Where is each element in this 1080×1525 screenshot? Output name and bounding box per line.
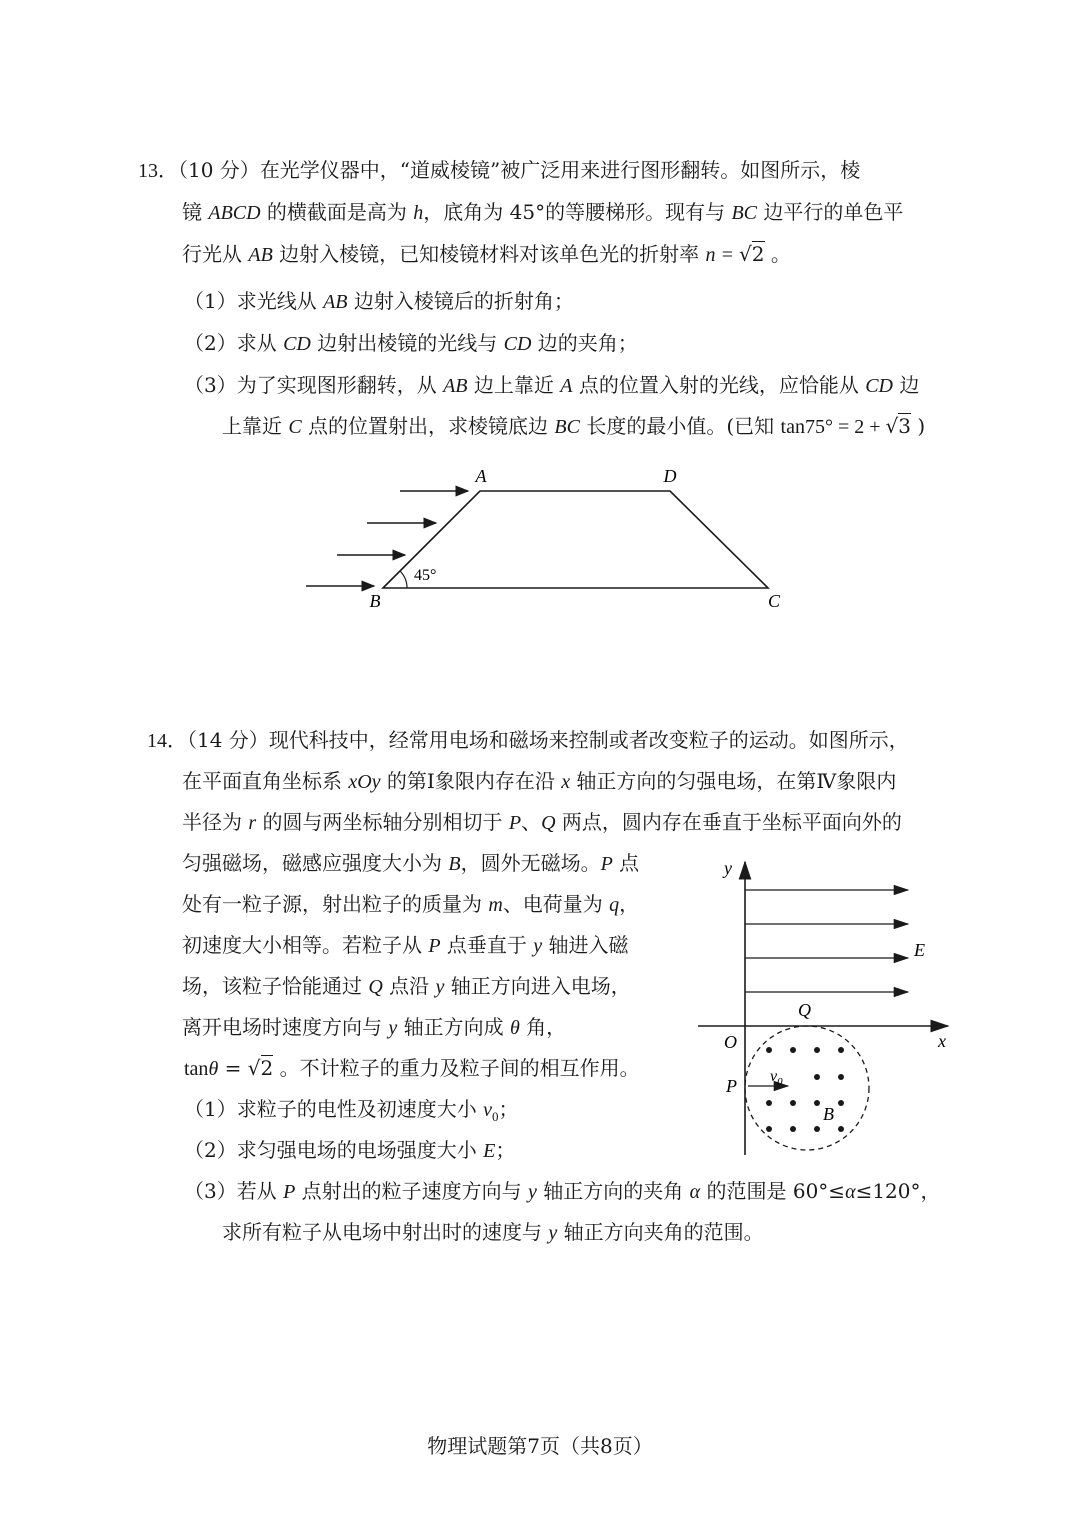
b-dot	[814, 1047, 820, 1053]
q14-var: B	[448, 853, 461, 875]
q14-var: y	[388, 1017, 398, 1039]
label-v-sub: 0	[777, 1076, 783, 1088]
q13-var: AB	[323, 291, 348, 313]
label-B: B	[823, 1104, 834, 1124]
q13-text: （2）求从	[184, 331, 284, 355]
q14-line-8	[182, 1013, 566, 1042]
q13-tan75: tan75° = 2 +	[780, 416, 886, 438]
q14-text: 、电荷量为	[502, 892, 610, 916]
q14-line-1	[147, 726, 909, 755]
q13-text: 点的位置入射的光线，应恰能从	[572, 373, 866, 397]
q13-sqrt-arg: 2	[751, 242, 765, 266]
prism-trapezoid	[383, 491, 768, 588]
q14-text: 点射出的粒子速度方向与	[295, 1179, 529, 1203]
q13-points: （10 分）	[178, 158, 260, 182]
q13-prism-figure	[290, 455, 810, 615]
b-dot	[790, 1100, 796, 1106]
q13-var: h	[413, 202, 424, 224]
q14-text: 处有一粒子源，射出粒子的质量为	[182, 892, 489, 916]
q13-text: 边	[892, 373, 920, 397]
q14-var: xOy	[348, 771, 381, 793]
b-dot	[838, 1074, 844, 1080]
q13-text: 点的位置射出，求棱镜底边	[301, 414, 555, 438]
q14-text: 的第Ⅰ象限内存在沿	[380, 769, 562, 793]
q14-var: y	[548, 1222, 558, 1244]
b-dot	[814, 1100, 820, 1106]
q14-text: （3）若从	[184, 1179, 284, 1203]
label-P: P	[726, 1076, 737, 1096]
q14-text: （1）求粒子的电性及初速度大小	[184, 1097, 484, 1121]
q14-line-3	[182, 808, 902, 837]
q13-text: 上靠近	[222, 414, 289, 438]
q13-text: 边平行的单色平	[757, 200, 904, 224]
q13-text: 边的夹角；	[531, 331, 638, 355]
q13-sub-1	[184, 287, 574, 316]
q14-var: P	[283, 1181, 296, 1203]
q13-line-3	[182, 240, 791, 269]
b-dot	[766, 1126, 772, 1132]
q14-text: ；	[498, 1097, 519, 1121]
q14-sqrt-arg: 2	[260, 1056, 274, 1080]
q14-var: θ	[509, 1017, 520, 1039]
q14-text: 、	[521, 810, 542, 834]
angle-arc	[400, 571, 407, 588]
q14-text: 匀强磁场，磁感应强度大小为	[182, 851, 449, 875]
q14-text: 。不计粒子的重力及粒子间的相互作用。	[273, 1056, 640, 1080]
q14-var: P	[508, 812, 522, 834]
q13-var: BC	[731, 202, 758, 224]
q14-var: P	[600, 853, 613, 875]
b-dot	[838, 1126, 844, 1132]
q14-line-9	[184, 1054, 640, 1083]
b-dot	[838, 1100, 844, 1106]
q13-var: AB	[248, 244, 273, 266]
q13-var: BC	[554, 416, 580, 438]
q14-var: y	[533, 935, 543, 957]
q13-line-2	[182, 198, 903, 227]
label-D: D	[663, 466, 677, 486]
q13-sub-3b	[222, 412, 925, 441]
q14-text: 轴正方向成	[397, 1015, 510, 1039]
label-Q: Q	[798, 1000, 811, 1020]
q14-var: Q	[541, 812, 556, 834]
q13-text: 边射入棱镜后的折射角；	[347, 289, 574, 313]
q14-text: ≤120°，	[855, 1179, 941, 1203]
q13-sqrt-arg: 3	[898, 414, 911, 438]
q14-text: ，圆外无磁场。	[460, 851, 601, 875]
q13-text: 的横截面是高为	[260, 200, 414, 224]
label-C: C	[767, 591, 781, 611]
q13-var: ABCD	[208, 202, 261, 224]
magnetic-field-circle	[745, 1026, 869, 1150]
q14-line-2	[182, 767, 896, 796]
q13-text: 长度的最小值。(已知	[579, 414, 781, 438]
q14-var: α	[689, 1181, 701, 1203]
q14-var: E	[483, 1140, 496, 1162]
label-x: x	[938, 1031, 946, 1051]
q14-text: 半径为	[182, 810, 249, 834]
q13-sub-2	[184, 329, 638, 358]
q14-text: 轴正方向的匀强电场，在第Ⅳ象限内	[570, 769, 897, 793]
b-dot	[838, 1047, 844, 1053]
q14-var: α	[845, 1181, 856, 1203]
q14-text: 轴进入磁	[542, 933, 629, 957]
q13-text: 边射入棱镜，已知棱镜材料对该单色光的折射率	[272, 242, 706, 266]
q14-text: 的范围是 60°≤	[700, 1179, 846, 1203]
q14-text: ，	[619, 892, 640, 916]
q14-var: r	[248, 812, 257, 834]
q14-text: 在平面直角坐标系	[182, 769, 349, 793]
b-dot	[814, 1126, 820, 1132]
label-A: A	[475, 466, 487, 486]
q13-text: 镜	[182, 200, 209, 224]
q13-line-1	[138, 156, 860, 185]
q13-var: A	[560, 375, 573, 397]
q13-number: 13．	[138, 160, 178, 182]
q14-line-6	[182, 931, 629, 960]
q14-var: Q	[368, 976, 383, 998]
q14-var: v	[483, 1099, 492, 1121]
label-v: v	[770, 1068, 778, 1085]
b-dot	[814, 1074, 820, 1080]
label-E: E	[914, 940, 925, 960]
q14-text: 离开电场时速度方向与	[182, 1015, 389, 1039]
q13-var: CD	[503, 333, 532, 355]
q14-text: =	[218, 1056, 248, 1080]
label-O: O	[724, 1032, 737, 1052]
q14-var: y	[435, 976, 445, 998]
q13-var: CD	[865, 375, 893, 397]
q14-text: 轴正方向的夹角	[536, 1179, 690, 1203]
page-footer: 物理试题第7页（共8页）	[427, 1434, 653, 1458]
q14-var: θ	[208, 1058, 219, 1080]
b-dot	[766, 1047, 772, 1053]
sqrt-symbol: √	[885, 414, 899, 438]
q13-text: ，底角为 45°的等腰梯形。现有与	[423, 200, 732, 224]
q13-sub-3	[184, 371, 919, 400]
sqrt-symbol: √	[247, 1056, 261, 1080]
q14-text: 求所有粒子从电场中射出时的速度与	[222, 1220, 549, 1244]
q14-text: 轴正方向进入电场，	[444, 974, 631, 998]
q14-text: ；	[495, 1138, 516, 1162]
q14-sub-2	[184, 1136, 515, 1165]
q14-tan: tan	[184, 1058, 209, 1080]
q14-text: 点	[612, 851, 640, 875]
label-B: B	[369, 591, 381, 611]
q13-text: 在光学仪器中，“道威棱镜”被广泛用来进行图形翻转。如图所示，棱	[259, 158, 861, 182]
q13-text: 。	[764, 242, 791, 266]
q14-number: 14．	[147, 730, 187, 752]
q13-var: C	[288, 416, 302, 438]
q14-text: （2）求匀强电场的电场强度大小	[184, 1138, 484, 1162]
q14-var: m	[488, 894, 503, 916]
q14-line-4	[182, 849, 639, 878]
label-y: y	[724, 858, 732, 878]
b-dot	[790, 1047, 796, 1053]
q14-text: 点垂直于	[440, 933, 534, 957]
q14-points: （14 分）	[187, 728, 269, 752]
q14-sub-3b	[222, 1218, 764, 1247]
q14-var: x	[561, 771, 571, 793]
q14-text: 两点，圆内存在垂直于坐标平面向外的	[555, 810, 902, 834]
b-dot	[766, 1100, 772, 1106]
q14-sub-3	[184, 1177, 941, 1206]
q14-text: 现代科技中，经常用电场和磁场来控制或者改变粒子的运动。如图所示，	[268, 728, 909, 752]
label-v0	[770, 1068, 783, 1088]
q14-text: 轴正方向夹角的范围。	[557, 1220, 764, 1244]
q13-var: CD	[283, 333, 311, 355]
q13-text: （3）为了实现图形翻转，从	[184, 373, 444, 397]
q13-text: 边上靠近	[467, 373, 561, 397]
q13-var: AB	[443, 375, 468, 397]
q14-text: 角，	[519, 1015, 567, 1039]
q13-var: n =	[705, 244, 740, 266]
q14-sub: 0	[491, 1109, 499, 1124]
q14-line-5	[182, 890, 639, 919]
q14-line-7	[182, 972, 631, 1001]
q14-var: q	[609, 894, 620, 916]
q13-text: )	[911, 414, 926, 438]
q14-text: 场，该粒子恰能通过	[182, 974, 369, 998]
q14-text: 点沿	[382, 974, 436, 998]
label-angle: 45°	[414, 567, 437, 584]
q14-field-figure	[690, 850, 970, 1160]
q14-text: 初速度大小相等。若粒子从	[182, 933, 429, 957]
q13-text: （1）求光线从	[184, 289, 324, 313]
q14-var: P	[428, 935, 441, 957]
q14-sub-1	[184, 1095, 518, 1131]
b-dot	[790, 1126, 796, 1132]
q13-text: 行光从	[182, 242, 249, 266]
q14-var: y	[528, 1181, 537, 1203]
q13-text: 边射出棱镜的光线与	[310, 331, 504, 355]
q14-text: 的圆与两坐标轴分别相切于	[256, 810, 509, 834]
sqrt-symbol: √	[739, 242, 752, 266]
